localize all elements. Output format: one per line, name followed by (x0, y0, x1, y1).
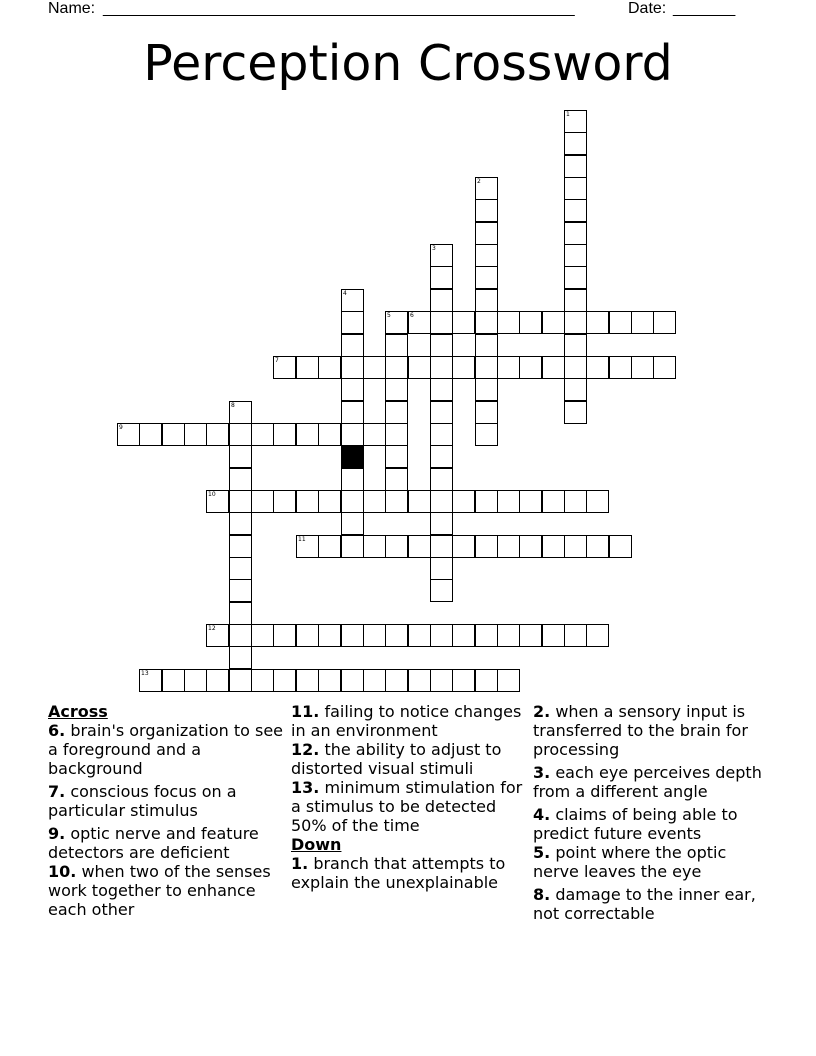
grid-cell[interactable] (162, 423, 185, 446)
grid-cell[interactable] (519, 490, 542, 513)
grid-cell[interactable] (318, 423, 341, 446)
grid-cell[interactable] (139, 669, 162, 692)
grid-cell[interactable] (609, 311, 632, 334)
clue-column-1 (48, 702, 284, 923)
clue-text: damage to the inner ear, not correctable (533, 885, 756, 923)
clue-text: when two of the senses work together to enhance each other (48, 862, 271, 919)
grid-cell[interactable] (341, 423, 364, 446)
grid-cell[interactable] (475, 311, 498, 334)
grid-cell[interactable] (206, 669, 229, 692)
grid-cell[interactable] (497, 535, 520, 558)
cell-number: 4 (343, 290, 347, 297)
grid-cell[interactable] (586, 311, 609, 334)
grid-cell[interactable] (229, 579, 252, 602)
grid-cell[interactable] (385, 624, 408, 647)
grid-cell[interactable] (341, 289, 364, 312)
grid-cell[interactable] (564, 132, 587, 155)
grid-cell[interactable] (363, 669, 386, 692)
grid-cell[interactable] (452, 490, 475, 513)
grid-cell[interactable] (341, 311, 364, 334)
clue-number: 5. (533, 843, 551, 862)
clue-down-8 (533, 885, 773, 923)
page-title: Perception Crossword (143, 35, 673, 92)
grid-cell[interactable] (385, 423, 408, 446)
cell-number: 12 (208, 625, 216, 632)
grid-cell[interactable] (296, 423, 319, 446)
grid-cell[interactable] (318, 535, 341, 558)
grid-cell[interactable] (430, 535, 453, 558)
grid-cell[interactable] (363, 624, 386, 647)
grid-cell[interactable] (497, 356, 520, 379)
grid-cell[interactable] (475, 222, 498, 245)
clue-down-1 (291, 854, 527, 892)
grid-cell[interactable] (184, 669, 207, 692)
grid-cell[interactable] (475, 624, 498, 647)
grid-cell[interactable] (564, 110, 587, 133)
grid-cell[interactable] (430, 468, 453, 491)
grid-cell[interactable] (341, 334, 364, 357)
grid-cell[interactable] (519, 535, 542, 558)
clue-text: conscious focus on a particular stimulus (48, 782, 237, 820)
grid-cell[interactable] (229, 401, 252, 424)
clue-text: each eye perceives depth from a different angle (533, 763, 762, 801)
grid-cell[interactable] (318, 669, 341, 692)
grid-cell[interactable] (363, 356, 386, 379)
grid-cell[interactable] (564, 378, 587, 401)
date-label: Date: (628, 0, 667, 17)
grid-cell[interactable] (586, 624, 609, 647)
grid-cell[interactable] (385, 378, 408, 401)
grid-cell[interactable] (609, 535, 632, 558)
grid-cell[interactable] (296, 535, 319, 558)
grid-cell[interactable] (475, 289, 498, 312)
grid-cell[interactable] (564, 624, 587, 647)
grid-cell[interactable] (586, 535, 609, 558)
cell-number: 11 (298, 536, 306, 543)
grid-cell[interactable] (430, 445, 453, 468)
grid-cell[interactable] (564, 222, 587, 245)
across-heading: Across (48, 702, 108, 721)
clue-down-2 (533, 702, 773, 759)
grid-cell[interactable] (475, 177, 498, 200)
down-heading: Down (291, 835, 342, 854)
grid-cell[interactable] (296, 669, 319, 692)
grid-cell[interactable] (542, 356, 565, 379)
grid-cell[interactable] (452, 535, 475, 558)
grid-cell[interactable] (564, 199, 587, 222)
clue-number: 10. (48, 862, 77, 881)
clue-text: failing to notice changes in an environment (291, 702, 522, 740)
grid-cell[interactable] (653, 356, 676, 379)
grid-cell[interactable] (251, 624, 274, 647)
clue-across-11 (291, 702, 527, 740)
cell-number: 9 (119, 424, 123, 431)
grid-cell[interactable] (631, 311, 654, 334)
grid-cell[interactable] (497, 490, 520, 513)
grid-cell[interactable] (341, 669, 364, 692)
grid-cell[interactable] (430, 423, 453, 446)
grid-cell[interactable] (452, 669, 475, 692)
grid-cell[interactable] (229, 535, 252, 558)
clue-number: 12. (291, 740, 320, 759)
grid-cell[interactable] (430, 557, 453, 580)
grid-cell[interactable] (341, 490, 364, 513)
grid-cell[interactable] (385, 490, 408, 513)
grid-cell[interactable] (296, 490, 319, 513)
clue-down-5 (533, 843, 773, 881)
clue-text: when a sensory input is transferred to the brain for processing (533, 702, 748, 759)
grid-cell[interactable] (475, 423, 498, 446)
grid-cell[interactable] (341, 356, 364, 379)
clue-column-3 (533, 702, 773, 927)
cell-number: 10 (208, 491, 216, 498)
grid-cell[interactable] (430, 378, 453, 401)
grid-cell[interactable] (564, 356, 587, 379)
clue-number: 13. (291, 778, 320, 797)
grid-cell[interactable] (564, 266, 587, 289)
grid-cell[interactable] (206, 624, 229, 647)
grid-cell[interactable] (542, 311, 565, 334)
grid-cell[interactable] (251, 490, 274, 513)
grid-cell[interactable] (542, 490, 565, 513)
grid-cell[interactable] (475, 266, 498, 289)
grid-cell[interactable] (385, 468, 408, 491)
grid-cell[interactable] (229, 602, 252, 625)
grid-cell[interactable] (430, 401, 453, 424)
grid-cell[interactable] (475, 535, 498, 558)
grid-cell[interactable] (385, 356, 408, 379)
grid-cell[interactable] (251, 669, 274, 692)
cell-number: 13 (141, 670, 149, 677)
clue-number: 4. (533, 805, 551, 824)
grid-cell[interactable] (519, 356, 542, 379)
clue-text: minimum stimulation for a stimulus to be detected 50% of the time (291, 778, 523, 835)
grid-cell[interactable] (631, 356, 654, 379)
grid-cell[interactable] (497, 624, 520, 647)
grid-cell[interactable] (408, 311, 431, 334)
grid-cell[interactable] (318, 356, 341, 379)
cell-number: 2 (477, 178, 481, 185)
grid-cell[interactable] (229, 557, 252, 580)
clue-text: the ability to adjust to distorted visual stimuli (291, 740, 502, 778)
grid-cell[interactable] (564, 401, 587, 424)
grid-cell[interactable] (564, 490, 587, 513)
grid-cell[interactable] (497, 311, 520, 334)
grid-cell[interactable] (385, 445, 408, 468)
clue-number: 1. (291, 854, 309, 873)
grid-cell[interactable] (586, 490, 609, 513)
grid-cell[interactable] (653, 311, 676, 334)
grid-cell[interactable] (564, 289, 587, 312)
clue-number: 7. (48, 782, 66, 801)
cell-number: 3 (432, 245, 436, 252)
grid-cell[interactable] (408, 669, 431, 692)
clue-number: 8. (533, 885, 551, 904)
grid-cell[interactable] (385, 334, 408, 357)
grid-cell[interactable] (363, 535, 386, 558)
clue-number: 6. (48, 721, 66, 740)
grid-cell[interactable] (430, 266, 453, 289)
grid-cell[interactable] (430, 311, 453, 334)
grid-cell[interactable] (385, 535, 408, 558)
grid-cell[interactable] (363, 423, 386, 446)
grid-cell[interactable] (229, 423, 252, 446)
grid-cell[interactable] (475, 356, 498, 379)
grid-cell[interactable] (519, 311, 542, 334)
grid-cell[interactable] (430, 490, 453, 513)
grid-cell[interactable] (229, 490, 252, 513)
grid-cell[interactable] (564, 334, 587, 357)
grid-cell[interactable] (430, 334, 453, 357)
clue-across-6 (48, 721, 284, 778)
grid-cell[interactable] (385, 401, 408, 424)
clue-number: 11. (291, 702, 320, 721)
grid-cell[interactable] (318, 624, 341, 647)
clue-text: claims of being able to predict future events (533, 805, 738, 843)
grid-cell[interactable] (430, 512, 453, 535)
grid-cell[interactable] (117, 423, 140, 446)
grid-cell[interactable] (341, 378, 364, 401)
date-blank-line[interactable]: _______ (673, 0, 736, 17)
grid-cell[interactable] (229, 468, 252, 491)
grid-cell[interactable] (564, 311, 587, 334)
grid-cell[interactable] (296, 624, 319, 647)
grid-cell[interactable] (564, 155, 587, 178)
grid-cell[interactable] (497, 669, 520, 692)
grid-cell[interactable] (341, 401, 364, 424)
clue-number: 3. (533, 763, 551, 782)
grid-cell[interactable] (341, 535, 364, 558)
cell-number: 8 (231, 402, 235, 409)
clue-across-7 (48, 782, 284, 820)
grid-cell[interactable] (475, 378, 498, 401)
grid-cell[interactable] (184, 423, 207, 446)
grid-cell[interactable] (564, 535, 587, 558)
grid-cell[interactable] (519, 624, 542, 647)
grid-cell[interactable] (408, 356, 431, 379)
grid-cell[interactable] (229, 646, 252, 669)
black-cell (341, 445, 364, 468)
cell-number: 1 (566, 111, 570, 118)
clue-text: point where the optic nerve leaves the eye (533, 843, 727, 881)
grid-cell[interactable] (229, 669, 252, 692)
grid-cell[interactable] (341, 468, 364, 491)
grid-cell[interactable] (385, 311, 408, 334)
grid-cell[interactable] (229, 624, 252, 647)
clue-across-12 (291, 740, 527, 778)
grid-cell[interactable] (363, 490, 386, 513)
grid-cell[interactable] (430, 356, 453, 379)
grid-cell[interactable] (475, 490, 498, 513)
clue-down-3 (533, 763, 773, 801)
grid-cell[interactable] (273, 423, 296, 446)
cell-number: 5 (387, 312, 391, 319)
grid-cell[interactable] (542, 535, 565, 558)
grid-cell[interactable] (385, 669, 408, 692)
grid-cell[interactable] (273, 356, 296, 379)
grid-cell[interactable] (609, 356, 632, 379)
grid-cell[interactable] (475, 334, 498, 357)
grid-cell[interactable] (318, 490, 341, 513)
grid-cell[interactable] (475, 669, 498, 692)
grid-cell[interactable] (430, 624, 453, 647)
grid-cell[interactable] (341, 624, 364, 647)
grid-cell[interactable] (206, 423, 229, 446)
grid-cell[interactable] (430, 579, 453, 602)
grid-cell[interactable] (229, 445, 252, 468)
grid-cell[interactable] (206, 490, 229, 513)
clue-number: 2. (533, 702, 551, 721)
name-label: Name: (48, 0, 96, 17)
grid-cell[interactable] (408, 490, 431, 513)
clue-down-4 (533, 805, 773, 843)
grid-cell[interactable] (475, 244, 498, 267)
grid-cell[interactable] (408, 624, 431, 647)
grid-cell[interactable] (341, 512, 364, 535)
cell-number: 7 (275, 357, 279, 364)
grid-cell[interactable] (452, 311, 475, 334)
grid-cell[interactable] (273, 490, 296, 513)
grid-cell[interactable] (251, 423, 274, 446)
grid-cell[interactable] (452, 356, 475, 379)
grid-cell[interactable] (430, 244, 453, 267)
grid-cell[interactable] (564, 177, 587, 200)
grid-cell[interactable] (475, 199, 498, 222)
name-blank-line[interactable]: _____________________________________________________ (103, 0, 575, 17)
clue-text: optic nerve and feature detectors are deficient (48, 824, 259, 862)
clue-across-10 (48, 862, 284, 919)
clue-across-13 (291, 778, 527, 835)
grid-cell[interactable] (452, 624, 475, 647)
grid-cell[interactable] (229, 512, 252, 535)
grid-cell[interactable] (139, 423, 162, 446)
clue-text: branch that attempts to explain the unexplainable (291, 854, 506, 892)
grid-cell[interactable] (273, 624, 296, 647)
grid-cell[interactable] (162, 669, 185, 692)
grid-cell[interactable] (408, 535, 431, 558)
cell-number: 6 (410, 312, 414, 319)
grid-cell[interactable] (586, 356, 609, 379)
grid-cell[interactable] (564, 244, 587, 267)
clue-column-2 (291, 702, 527, 896)
clue-across-9 (48, 824, 284, 862)
grid-cell[interactable] (542, 624, 565, 647)
grid-cell[interactable] (475, 401, 498, 424)
clue-number: 9. (48, 824, 66, 843)
grid-cell[interactable] (430, 669, 453, 692)
grid-cell[interactable] (296, 356, 319, 379)
grid-cell[interactable] (430, 289, 453, 312)
grid-cell[interactable] (273, 669, 296, 692)
clue-text: brain's organization to see a foreground and a background (48, 721, 283, 778)
